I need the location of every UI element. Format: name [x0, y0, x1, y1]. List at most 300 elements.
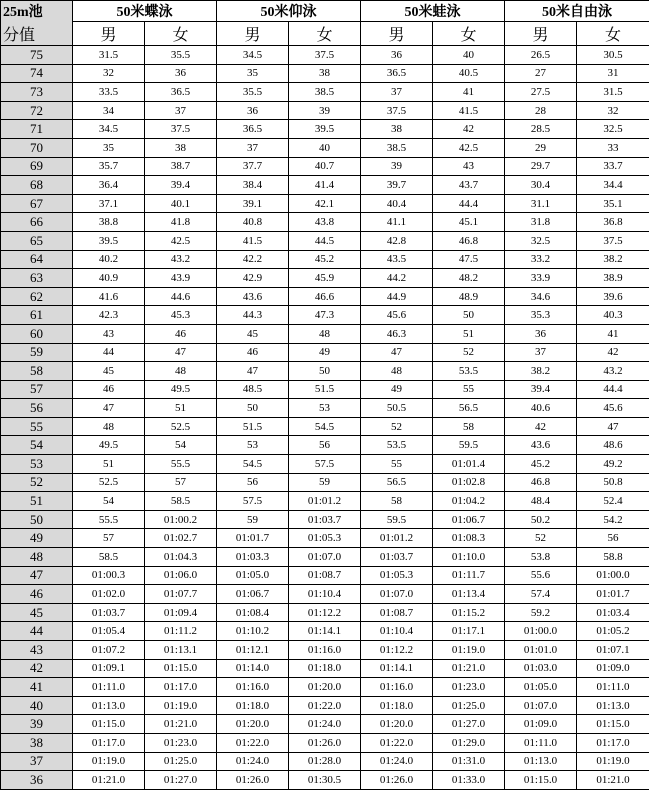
table-row: [1, 269, 649, 288]
butterfly-male-time: 01:15.0: [73, 715, 145, 734]
table-row: [1, 176, 649, 195]
backstroke-female-time: 01:20.0: [289, 678, 361, 697]
backstroke-male-time: 44.3: [217, 306, 289, 325]
backstroke-female-time: 01:01.2: [289, 492, 361, 511]
backstroke-female-time: 51.5: [289, 380, 361, 399]
backstroke-female-time: 43.8: [289, 213, 361, 232]
freestyle-female-time: 58.8: [577, 548, 649, 567]
table-row: [1, 138, 649, 157]
freestyle-female-time: 01:05.2: [577, 622, 649, 641]
breaststroke-female-time: 58: [433, 417, 505, 436]
backstroke-female-time: 01:08.7: [289, 566, 361, 585]
breaststroke-male-time: 01:20.0: [361, 715, 433, 734]
breaststroke-male-time: 43.5: [361, 250, 433, 269]
freestyle-male-time: 48.4: [505, 492, 577, 511]
backstroke-female-time: 01:14.1: [289, 622, 361, 641]
butterfly-male-time: 34: [73, 101, 145, 120]
breaststroke-female-time: 01:02.8: [433, 473, 505, 492]
freestyle-male-time: 35.3: [505, 306, 577, 325]
backstroke-female-time: 01:28.0: [289, 752, 361, 771]
freestyle-male-time: 32.5: [505, 231, 577, 250]
butterfly-female-time: 41.8: [145, 213, 217, 232]
backstroke-female-time: 41.4: [289, 176, 361, 195]
freestyle-female-time: 31.5: [577, 83, 649, 102]
table-row: [1, 343, 649, 362]
butterfly-female-time: 01:15.0: [145, 659, 217, 678]
freestyle-male-time: 39.4: [505, 380, 577, 399]
butterfly-female-time: 52.5: [145, 417, 217, 436]
breaststroke-male-time: 49: [361, 380, 433, 399]
butterfly-male-time: 55.5: [73, 510, 145, 529]
butterfly-female-time: 01:00.2: [145, 510, 217, 529]
pool-length-label: 25m池: [1, 1, 73, 22]
score-cell: 70: [1, 138, 73, 157]
breaststroke-female-time: 01:04.2: [433, 492, 505, 511]
butterfly-male-time: 01:17.0: [73, 733, 145, 752]
breaststroke-male-time: 46.3: [361, 324, 433, 343]
table-row: [1, 529, 649, 548]
freestyle-male-time: 37: [505, 343, 577, 362]
table-row: [1, 157, 649, 176]
table-row: [1, 250, 649, 269]
score-cell: 69: [1, 157, 73, 176]
score-cell: 54: [1, 436, 73, 455]
backstroke-female-time: 39.5: [289, 120, 361, 139]
score-cell: 47: [1, 566, 73, 585]
breaststroke-male-time: 39.7: [361, 176, 433, 195]
freestyle-male-time: 53.8: [505, 548, 577, 567]
gender-female: 女: [145, 22, 217, 46]
score-cell: 72: [1, 101, 73, 120]
freestyle-male-time: 43.6: [505, 436, 577, 455]
breaststroke-male-time: 01:01.2: [361, 529, 433, 548]
backstroke-male-time: 42.9: [217, 269, 289, 288]
table-row: [1, 455, 649, 474]
score-cell: 57: [1, 380, 73, 399]
breaststroke-male-time: 48: [361, 362, 433, 381]
freestyle-female-time: 01:13.0: [577, 696, 649, 715]
backstroke-male-time: 01:22.0: [217, 733, 289, 752]
freestyle-female-time: 39.6: [577, 287, 649, 306]
breaststroke-male-time: 44.2: [361, 269, 433, 288]
breaststroke-female-time: 01:01.4: [433, 455, 505, 474]
backstroke-female-time: 01:22.0: [289, 696, 361, 715]
breaststroke-male-time: 44.9: [361, 287, 433, 306]
butterfly-female-time: 01:27.0: [145, 771, 217, 790]
backstroke-female-time: 50: [289, 362, 361, 381]
freestyle-male-time: 01:00.0: [505, 622, 577, 641]
freestyle-male-time: 27: [505, 64, 577, 83]
score-cell: 55: [1, 417, 73, 436]
freestyle-female-time: 33.7: [577, 157, 649, 176]
backstroke-female-time: 45.2: [289, 250, 361, 269]
score-cell: 36: [1, 771, 73, 790]
freestyle-female-time: 40.3: [577, 306, 649, 325]
score-cell: 66: [1, 213, 73, 232]
backstroke-male-time: 01:18.0: [217, 696, 289, 715]
table-row: [1, 715, 649, 734]
backstroke-male-time: 01:26.0: [217, 771, 289, 790]
breaststroke-female-time: 01:08.3: [433, 529, 505, 548]
breaststroke-male-time: 01:08.7: [361, 603, 433, 622]
score-cell: 64: [1, 250, 73, 269]
freestyle-female-time: 01:17.0: [577, 733, 649, 752]
freestyle-male-time: 45.2: [505, 455, 577, 474]
butterfly-female-time: 49.5: [145, 380, 217, 399]
breaststroke-female-time: 01:06.7: [433, 510, 505, 529]
table-row: [1, 380, 649, 399]
backstroke-male-time: 01:10.2: [217, 622, 289, 641]
table-body: [1, 46, 649, 790]
breaststroke-male-time: 01:10.4: [361, 622, 433, 641]
freestyle-female-time: 01:21.0: [577, 771, 649, 790]
table-row: [1, 213, 649, 232]
backstroke-female-time: 49: [289, 343, 361, 362]
backstroke-male-time: 48.5: [217, 380, 289, 399]
score-cell: 53: [1, 455, 73, 474]
butterfly-female-time: 01:04.3: [145, 548, 217, 567]
score-cell: 65: [1, 231, 73, 250]
backstroke-male-time: 51.5: [217, 417, 289, 436]
backstroke-female-time: 59: [289, 473, 361, 492]
backstroke-male-time: 35.5: [217, 83, 289, 102]
breaststroke-female-time: 41: [433, 83, 505, 102]
table-row: [1, 752, 649, 771]
butterfly-male-time: 42.3: [73, 306, 145, 325]
butterfly-female-time: 48: [145, 362, 217, 381]
backstroke-female-time: 40.7: [289, 157, 361, 176]
table-row: [1, 492, 649, 511]
freestyle-female-time: 30.5: [577, 46, 649, 65]
table-row: [1, 733, 649, 752]
butterfly-female-time: 01:21.0: [145, 715, 217, 734]
table-row: [1, 603, 649, 622]
freestyle-male-time: 01:01.0: [505, 641, 577, 660]
backstroke-female-time: 44.5: [289, 231, 361, 250]
freestyle-female-time: 32.5: [577, 120, 649, 139]
table-row: [1, 120, 649, 139]
breaststroke-male-time: 53.5: [361, 436, 433, 455]
gender-male: 男: [73, 22, 145, 46]
freestyle-female-time: 50.8: [577, 473, 649, 492]
breaststroke-female-time: 46.8: [433, 231, 505, 250]
breaststroke-female-time: 51: [433, 324, 505, 343]
breaststroke-female-time: 56.5: [433, 399, 505, 418]
backstroke-male-time: 36.5: [217, 120, 289, 139]
butterfly-male-time: 35: [73, 138, 145, 157]
freestyle-male-time: 28.5: [505, 120, 577, 139]
breaststroke-female-time: 01:17.1: [433, 622, 505, 641]
score-cell: 58: [1, 362, 73, 381]
freestyle-male-time: 42: [505, 417, 577, 436]
breaststroke-male-time: 39: [361, 157, 433, 176]
breaststroke-male-time: 36.5: [361, 64, 433, 83]
breaststroke-male-time: 01:03.7: [361, 548, 433, 567]
backstroke-male-time: 36: [217, 101, 289, 120]
breaststroke-female-time: 44.4: [433, 194, 505, 213]
freestyle-male-time: 31.1: [505, 194, 577, 213]
butterfly-male-time: 01:09.1: [73, 659, 145, 678]
butterfly-female-time: 43.2: [145, 250, 217, 269]
freestyle-male-time: 01:09.0: [505, 715, 577, 734]
score-cell: 59: [1, 343, 73, 362]
score-cell: 62: [1, 287, 73, 306]
butterfly-male-time: 33.5: [73, 83, 145, 102]
table-row: [1, 101, 649, 120]
score-cell: 74: [1, 64, 73, 83]
backstroke-female-time: 01:26.0: [289, 733, 361, 752]
event-breaststroke: 50米蛙泳: [361, 1, 505, 22]
freestyle-male-time: 30.4: [505, 176, 577, 195]
backstroke-male-time: 50: [217, 399, 289, 418]
gender-female: 女: [577, 22, 649, 46]
score-cell: 50: [1, 510, 73, 529]
event-butterfly: 50米蝶泳: [73, 1, 217, 22]
butterfly-male-time: 01:11.0: [73, 678, 145, 697]
butterfly-female-time: 01:25.0: [145, 752, 217, 771]
breaststroke-female-time: 01:21.0: [433, 659, 505, 678]
freestyle-male-time: 29.7: [505, 157, 577, 176]
breaststroke-female-time: 01:33.0: [433, 771, 505, 790]
score-cell: 52: [1, 473, 73, 492]
breaststroke-female-time: 01:13.4: [433, 585, 505, 604]
breaststroke-male-time: 01:16.0: [361, 678, 433, 697]
score-cell: 68: [1, 176, 73, 195]
freestyle-male-time: 55.6: [505, 566, 577, 585]
table-row: [1, 696, 649, 715]
backstroke-male-time: 34.5: [217, 46, 289, 65]
breaststroke-female-time: 01:19.0: [433, 641, 505, 660]
breaststroke-female-time: 01:11.7: [433, 566, 505, 585]
butterfly-female-time: 01:19.0: [145, 696, 217, 715]
freestyle-female-time: 01:19.0: [577, 752, 649, 771]
butterfly-male-time: 01:05.4: [73, 622, 145, 641]
table-row: [1, 83, 649, 102]
event-freestyle: 50米自由泳: [505, 1, 649, 22]
breaststroke-female-time: 43: [433, 157, 505, 176]
butterfly-male-time: 43: [73, 324, 145, 343]
freestyle-male-time: 01:07.0: [505, 696, 577, 715]
score-cell: 45: [1, 603, 73, 622]
breaststroke-female-time: 48.9: [433, 287, 505, 306]
breaststroke-male-time: 38.5: [361, 138, 433, 157]
backstroke-female-time: 38: [289, 64, 361, 83]
butterfly-female-time: 37.5: [145, 120, 217, 139]
butterfly-male-time: 01:00.3: [73, 566, 145, 585]
backstroke-female-time: 01:03.7: [289, 510, 361, 529]
breaststroke-female-time: 01:31.0: [433, 752, 505, 771]
backstroke-male-time: 01:16.0: [217, 678, 289, 697]
butterfly-male-time: 51: [73, 455, 145, 474]
table-row: [1, 436, 649, 455]
breaststroke-male-time: 37: [361, 83, 433, 102]
butterfly-female-time: 36: [145, 64, 217, 83]
score-cell: 48: [1, 548, 73, 567]
table-row: [1, 548, 649, 567]
breaststroke-female-time: 01:25.0: [433, 696, 505, 715]
breaststroke-female-time: 50: [433, 306, 505, 325]
butterfly-female-time: 01:06.0: [145, 566, 217, 585]
backstroke-female-time: 46.6: [289, 287, 361, 306]
breaststroke-female-time: 01:15.2: [433, 603, 505, 622]
table-row: [1, 678, 649, 697]
event-header-row: [1, 1, 649, 22]
butterfly-female-time: 43.9: [145, 269, 217, 288]
backstroke-male-time: 01:24.0: [217, 752, 289, 771]
freestyle-male-time: 33.9: [505, 269, 577, 288]
score-cell: 43: [1, 641, 73, 660]
backstroke-male-time: 59: [217, 510, 289, 529]
breaststroke-female-time: 53.5: [433, 362, 505, 381]
breaststroke-male-time: 01:07.0: [361, 585, 433, 604]
backstroke-female-time: 01:30.5: [289, 771, 361, 790]
score-cell: 41: [1, 678, 73, 697]
breaststroke-female-time: 40: [433, 46, 505, 65]
backstroke-female-time: 45.9: [289, 269, 361, 288]
butterfly-female-time: 35.5: [145, 46, 217, 65]
freestyle-female-time: 01:07.1: [577, 641, 649, 660]
breaststroke-female-time: 01:23.0: [433, 678, 505, 697]
table-row: [1, 362, 649, 381]
score-cell: 37: [1, 752, 73, 771]
freestyle-female-time: 01:03.4: [577, 603, 649, 622]
breaststroke-male-time: 41.1: [361, 213, 433, 232]
backstroke-male-time: 43.6: [217, 287, 289, 306]
freestyle-female-time: 33: [577, 138, 649, 157]
freestyle-male-time: 01:15.0: [505, 771, 577, 790]
freestyle-male-time: 26.5: [505, 46, 577, 65]
backstroke-male-time: 46: [217, 343, 289, 362]
butterfly-female-time: 40.1: [145, 194, 217, 213]
butterfly-female-time: 45.3: [145, 306, 217, 325]
table-row: [1, 473, 649, 492]
gender-male: 男: [361, 22, 433, 46]
freestyle-male-time: 29: [505, 138, 577, 157]
butterfly-female-time: 58.5: [145, 492, 217, 511]
breaststroke-male-time: 01:18.0: [361, 696, 433, 715]
butterfly-male-time: 32: [73, 64, 145, 83]
score-cell: 75: [1, 46, 73, 65]
backstroke-male-time: 40.8: [217, 213, 289, 232]
freestyle-female-time: 31: [577, 64, 649, 83]
backstroke-male-time: 35: [217, 64, 289, 83]
butterfly-female-time: 57: [145, 473, 217, 492]
freestyle-female-time: 01:00.0: [577, 566, 649, 585]
backstroke-female-time: 57.5: [289, 455, 361, 474]
backstroke-male-time: 53: [217, 436, 289, 455]
butterfly-female-time: 01:23.0: [145, 733, 217, 752]
butterfly-male-time: 49.5: [73, 436, 145, 455]
freestyle-male-time: 33.2: [505, 250, 577, 269]
backstroke-male-time: 47: [217, 362, 289, 381]
freestyle-female-time: 35.1: [577, 194, 649, 213]
butterfly-male-time: 45: [73, 362, 145, 381]
score-cell: 44: [1, 622, 73, 641]
backstroke-female-time: 53: [289, 399, 361, 418]
breaststroke-male-time: 36: [361, 46, 433, 65]
backstroke-female-time: 42.1: [289, 194, 361, 213]
freestyle-female-time: 43.2: [577, 362, 649, 381]
score-cell: 39: [1, 715, 73, 734]
score-cell: 56: [1, 399, 73, 418]
backstroke-male-time: 01:20.0: [217, 715, 289, 734]
butterfly-male-time: 01:07.2: [73, 641, 145, 660]
butterfly-male-time: 57: [73, 529, 145, 548]
backstroke-male-time: 01:03.3: [217, 548, 289, 567]
freestyle-female-time: 44.4: [577, 380, 649, 399]
breaststroke-female-time: 55: [433, 380, 505, 399]
backstroke-male-time: 42.2: [217, 250, 289, 269]
table-row: [1, 622, 649, 641]
breaststroke-female-time: 42.5: [433, 138, 505, 157]
score-cell: 73: [1, 83, 73, 102]
score-cell: 40: [1, 696, 73, 715]
breaststroke-female-time: 01:29.0: [433, 733, 505, 752]
breaststroke-male-time: 47: [361, 343, 433, 362]
breaststroke-female-time: 59.5: [433, 436, 505, 455]
butterfly-male-time: 01:19.0: [73, 752, 145, 771]
score-cell: 38: [1, 733, 73, 752]
backstroke-male-time: 01:08.4: [217, 603, 289, 622]
table-row: [1, 566, 649, 585]
breaststroke-male-time: 58: [361, 492, 433, 511]
backstroke-female-time: 01:24.0: [289, 715, 361, 734]
butterfly-male-time: 39.5: [73, 231, 145, 250]
backstroke-female-time: 54.5: [289, 417, 361, 436]
backstroke-male-time: 39.1: [217, 194, 289, 213]
table-row: [1, 324, 649, 343]
breaststroke-female-time: 43.7: [433, 176, 505, 195]
breaststroke-male-time: 42.8: [361, 231, 433, 250]
freestyle-female-time: 34.4: [577, 176, 649, 195]
gender-female: 女: [433, 22, 505, 46]
butterfly-male-time: 48: [73, 417, 145, 436]
butterfly-male-time: 01:21.0: [73, 771, 145, 790]
freestyle-male-time: 46.8: [505, 473, 577, 492]
butterfly-female-time: 46: [145, 324, 217, 343]
breaststroke-female-time: 01:10.0: [433, 548, 505, 567]
backstroke-female-time: 39: [289, 101, 361, 120]
freestyle-male-time: 31.8: [505, 213, 577, 232]
score-cell: 63: [1, 269, 73, 288]
butterfly-female-time: 44.6: [145, 287, 217, 306]
butterfly-male-time: 34.5: [73, 120, 145, 139]
breaststroke-male-time: 37.5: [361, 101, 433, 120]
butterfly-female-time: 01:17.0: [145, 678, 217, 697]
breaststroke-male-time: 59.5: [361, 510, 433, 529]
freestyle-female-time: 49.2: [577, 455, 649, 474]
butterfly-female-time: 36.5: [145, 83, 217, 102]
backstroke-male-time: 56: [217, 473, 289, 492]
butterfly-female-time: 01:13.1: [145, 641, 217, 660]
score-cell: 51: [1, 492, 73, 511]
butterfly-male-time: 35.7: [73, 157, 145, 176]
backstroke-male-time: 01:12.1: [217, 641, 289, 660]
freestyle-female-time: 38.2: [577, 250, 649, 269]
backstroke-female-time: 56: [289, 436, 361, 455]
score-cell: 61: [1, 306, 73, 325]
breaststroke-male-time: 55: [361, 455, 433, 474]
butterfly-female-time: 01:02.7: [145, 529, 217, 548]
score-cell: 42: [1, 659, 73, 678]
freestyle-male-time: 01:13.0: [505, 752, 577, 771]
butterfly-male-time: 58.5: [73, 548, 145, 567]
breaststroke-male-time: 52: [361, 417, 433, 436]
butterfly-female-time: 38.7: [145, 157, 217, 176]
backstroke-male-time: 57.5: [217, 492, 289, 511]
freestyle-female-time: 36.8: [577, 213, 649, 232]
breaststroke-male-time: 38: [361, 120, 433, 139]
